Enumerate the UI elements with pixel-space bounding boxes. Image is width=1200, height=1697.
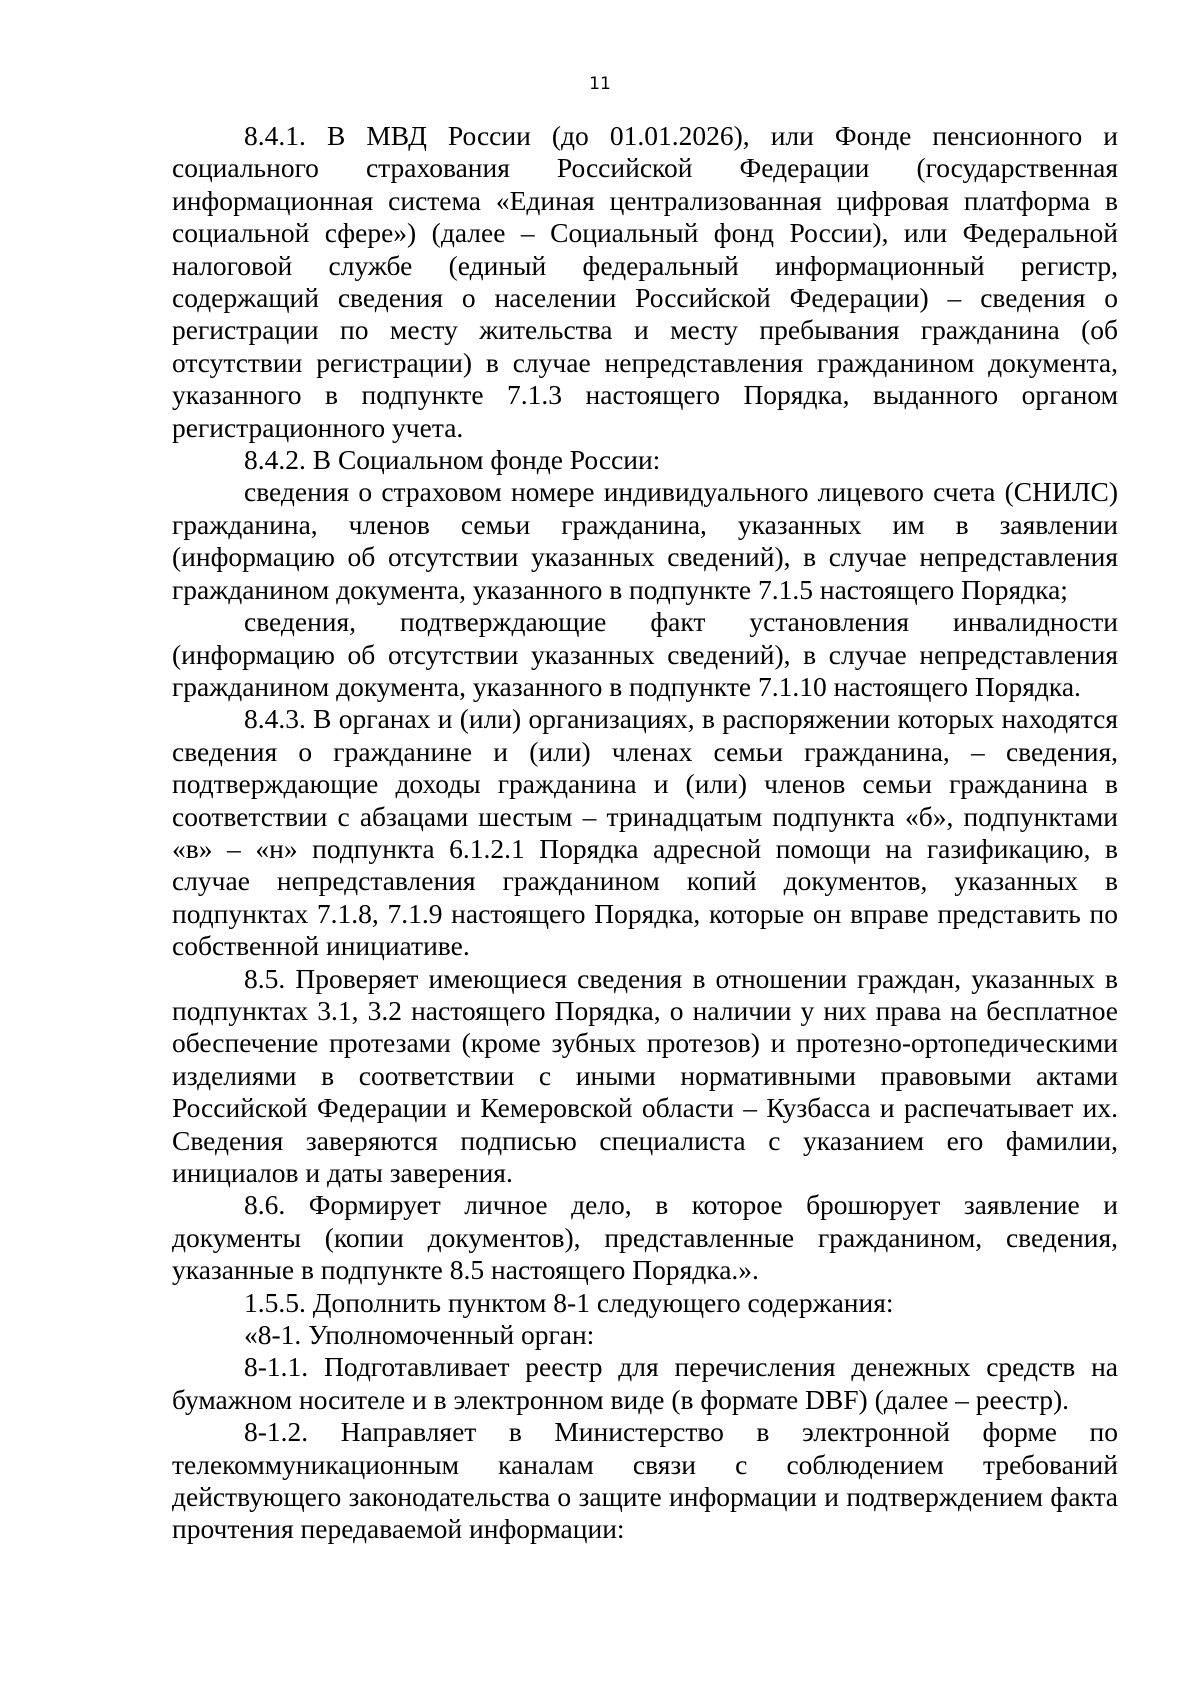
paragraph-snils: сведения о страховом номере индивидуального лицевого счета (СНИЛС) гражданина, членов семьи гражданина, указанных им в заявлении (информацию об отсутствии указанных сведений), в случае непредставления гражданином документа, указанного в подпункте 7.1.5 настоящего Порядка; [172,476,1118,605]
paragraph-8-4-3: 8.4.3. В органах и (или) организациях, в распоряжении которых находятся сведения о гражданине и (или) членах семьи гражданина, – сведения, подтверждающие доходы гражданина и (или) членов семьи гражданина в соответствии с абзацами шестым – тринадцатым подпункта «б», подпунктами «в» – «н» подпункта 6.1.2.1 Порядка адресной помощи на газификацию, в случае непредставления гражданином копий документов, указанных в подпунктах 7.1.8, 7.1.9 настоящего Порядка, которые он вправе представить по собственной инициативе. [172,703,1118,962]
paragraph-disability: сведения, подтверждающие факт установления инвалидности (информацию об отсутствии указанных сведений), в случае непредставления гражданином документа, указанного в подпункте 7.1.10 настоящего Порядка. [172,606,1118,702]
paragraph-8-6: 8.6. Формирует личное дело, в которое брошюрует заявление и документы (копии документов), представленные гражданином, сведения, указанные в подпункте 8.5 настоящего Порядка.». [172,1189,1118,1286]
paragraph-8-1-2: 8-1.2. Направляет в Министерство в электронной форме по телекоммуникационным каналам связи с соблюдением требований действующего законодательства о защите информации и подтверждением факта прочтения передаваемой информации: [172,1416,1118,1545]
document-body [172,120,1118,1546]
paragraph-1-5-5: 1.5.5. Дополнить пунктом 8-1 следующего содержания: [244,1286,894,1318]
paragraph-8-1: «8-1. Уполномоченный орган: [244,1319,595,1351]
paragraph-8-5: 8.5. Проверяет имеющиеся сведения в отношении граждан, указанных в подпунктах 3.1, 3.2 настоящего Порядка, о наличии у них права на бесплатное обеспечение протезами (кроме зубных протезов) и протезно-ортопедическими изделиями в соответствии с иными нормативными правовыми актами Российской Федерации и Кемеровской области – Кузбасса и распечатывает их. Сведения заверяются подписью специалиста с указанием его фамилии, инициалов и даты заверения. [172,962,1118,1188]
page-number: 11 [589,74,611,94]
paragraph-8-4-1: 8.4.1. В МВД России (до 01.01.2026), или Фонде пенсионного и социального страхования Российской Федерации (государственная информационная система «Единая централизованная цифровая платформа в социальной сфере») (далее – Социальный фонд России), или Федеральной налоговой службе (единый федеральный информационный регистр, содержащий сведения о населении Российской Федерации) – сведения о регистрации по месту жительства и месту пребывания гражданина (об отсутствии регистрации) в случае непредставления гражданином документа, указанного в подпункте 7.1.3 настоящего Порядка, выданного органом регистрационного учета. [172,120,1118,443]
paragraph-8-4-2: 8.4.2. В Социальном фонде России: [244,444,661,476]
paragraph-8-1-1: 8-1.1. Подготавливает реестр для перечисления денежных средств на бумажном носителе и в электронном виде (в формате DBF) (далее – реестр). [172,1351,1118,1415]
